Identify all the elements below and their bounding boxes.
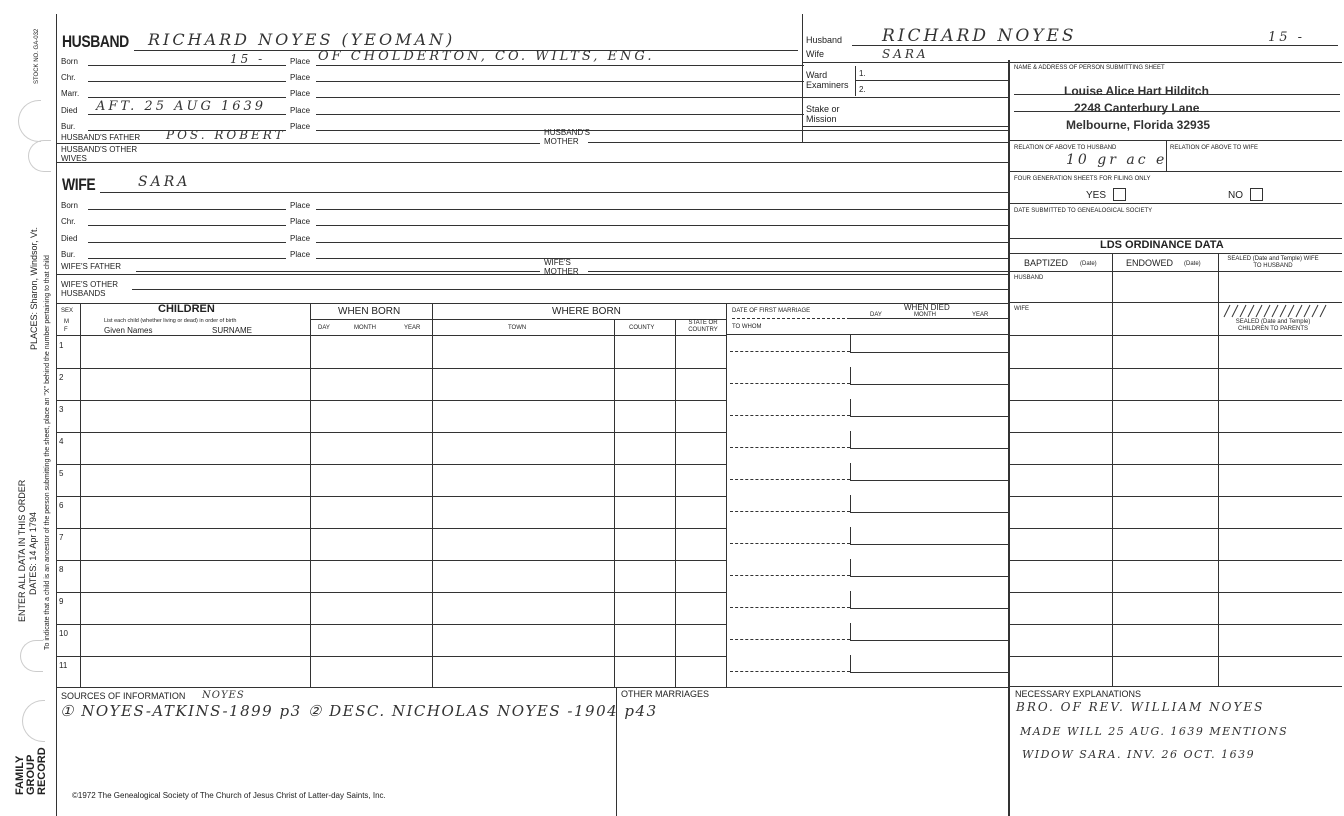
header-wife-name[interactable]: SARA	[882, 47, 929, 61]
died-day-header: DAY	[870, 312, 882, 318]
frame-left	[56, 14, 57, 816]
ward-label: Ward	[806, 70, 828, 80]
lds-baptized-label: BAPTIZED	[1024, 258, 1069, 268]
examiner-2-label: 2.	[859, 85, 866, 94]
children-instruction: List each child (whether living or dead) in order of birth	[104, 318, 237, 324]
lds-sealed-wife-label: SEALED (Date and Temple) WIFE TO HUSBAND	[1227, 256, 1319, 269]
sources-value[interactable]: ① NOYES-ATKINS-1899 p3 ② DESC. NICHOLAS NOYES -1904 p43	[60, 702, 658, 720]
sources-note[interactable]: NOYES	[202, 690, 245, 701]
lds-wife-label: WIFE	[1014, 306, 1029, 312]
child-row-number: 8	[59, 565, 64, 574]
husband-chr-place-label: Place	[290, 73, 311, 82]
explanations-label: NECESSARY EXPLANATIONS	[1015, 689, 1142, 699]
examiner-1-label: 1.	[859, 69, 866, 78]
wife-other-husbands-label: WIFE'S OTHER HUSBANDS	[61, 280, 119, 298]
husband-died-place-label: Place	[290, 106, 311, 115]
wife-died-place-label: Place	[290, 234, 311, 243]
wife-mother-label: WIFE'S MOTHER	[544, 258, 579, 276]
wife-bur-place-label: Place	[290, 250, 311, 259]
rel-husband-label: RELATION OF ABOVE TO HUSBAND	[1014, 145, 1117, 151]
dates-note: DATES: 14 Apr 1794	[28, 512, 38, 595]
when-died-header: WHEN DIED	[904, 303, 950, 312]
to-whom-header: TO WHOM	[732, 324, 762, 330]
wife-born-label: Born	[61, 201, 78, 210]
date-submitted-label: DATE SUBMITTED TO GENEALOGICAL SOCIETY	[1014, 208, 1153, 214]
child-row-number: 10	[59, 629, 68, 638]
husband-born-place-label: Place	[290, 57, 311, 66]
wife-chr-place-label: Place	[290, 217, 311, 226]
lds-sealed-children-label: SEALED (Date and Temple) CHILDREN TO PARENTS	[1235, 319, 1311, 332]
born-day-header: DAY	[318, 325, 330, 331]
submitter-label: NAME & ADDRESS OF PERSON SUBMITTING SHEET	[1014, 65, 1165, 71]
punch-hole	[20, 640, 43, 672]
county-header: COUNTY	[629, 325, 655, 331]
husband-heading: HUSBAND	[62, 32, 129, 51]
first-marriage-header: DATE OF FIRST MARRIAGE	[732, 308, 811, 314]
sex-f-header: F	[64, 327, 68, 333]
given-names-header: Given Names	[104, 326, 153, 335]
when-born-header: WHEN BORN	[338, 306, 401, 317]
wife-chr-label: Chr.	[61, 217, 76, 226]
explanation-line3[interactable]: WIDOW SARA. INV. 26 OCT. 1639	[1022, 748, 1256, 761]
header-wife-label: Wife	[806, 49, 824, 59]
husband-bur-place-label: Place	[290, 122, 311, 131]
husband-died-label: Died	[61, 106, 78, 115]
frame-divider	[802, 14, 803, 142]
child-row-number: 7	[59, 533, 64, 542]
child-row-number: 5	[59, 469, 64, 478]
punch-hole	[28, 140, 51, 172]
born-year-header: YEAR	[404, 325, 421, 331]
rel-husband-value[interactable]: 10 gr ac e	[1066, 152, 1168, 168]
wife-born-place-label: Place	[290, 201, 311, 210]
died-month-header: MONTH	[914, 312, 936, 318]
rel-wife-label: RELATION OF ABOVE TO WIFE	[1170, 145, 1259, 151]
punch-hole	[18, 100, 41, 142]
submitter-line1[interactable]: Louise Alice Hart Hilditch	[1064, 84, 1209, 98]
sources-label: SOURCES OF INFORMATION	[61, 691, 186, 701]
child-row-number: 1	[59, 341, 64, 350]
places-note: PLACES: Sharon, Windsor, Vt.	[29, 226, 39, 350]
sex-m-header: M	[64, 319, 69, 325]
frame-right-panel	[1008, 60, 1010, 816]
header-husband-date[interactable]: 15 -	[1268, 30, 1306, 45]
record-title: FAMILY GROUP RECORD	[14, 747, 48, 795]
husband-marr-place-label: Place	[290, 89, 311, 98]
child-row-number: 3	[59, 405, 64, 414]
lds-title: LDS ORDINANCE DATA	[1100, 239, 1224, 251]
husband-father-value[interactable]: POS. ROBERT	[166, 128, 286, 142]
where-born-header: WHERE BORN	[552, 306, 621, 317]
husband-father-label: HUSBAND'S FATHER	[61, 133, 141, 142]
husband-died-value[interactable]: AFT. 25 AUG 1639	[96, 99, 267, 114]
yes-checkbox[interactable]	[1113, 188, 1126, 201]
enter-order-note: ENTER ALL DATA IN THIS ORDER	[17, 479, 27, 622]
husband-bur-label: Bur.	[61, 122, 76, 131]
child-row-number: 6	[59, 501, 64, 510]
child-row-number: 2	[59, 373, 64, 382]
lds-husband-label: HUSBAND	[1014, 275, 1044, 281]
stake-label: Stake or Mission	[806, 104, 840, 124]
child-row-number: 4	[59, 437, 64, 446]
husband-other-wives-label: HUSBAND'S OTHER WIVES	[61, 145, 138, 163]
submitter-line2[interactable]: 2248 Canterbury Lane	[1074, 101, 1200, 115]
husband-born-value[interactable]: 15 -	[230, 52, 266, 66]
submitter-line3[interactable]: Melbourne, Florida 32935	[1066, 118, 1211, 132]
wife-father-label: WIFE'S FATHER	[61, 262, 122, 271]
husband-name[interactable]: RICHARD NOYES (YEOMAN)	[148, 30, 456, 49]
born-month-header: MONTH	[354, 325, 376, 331]
surname-header: SURNAME	[212, 326, 253, 335]
wife-died-label: Died	[61, 234, 78, 243]
four-gen-label: FOUR GENERATION SHEETS FOR FILING ONLY	[1014, 176, 1151, 182]
died-year-header: YEAR	[972, 312, 989, 318]
child-row-number: 11	[59, 661, 68, 670]
husband-mother-label: HUSBAND'S MOTHER	[544, 128, 590, 146]
lds-endowed-date-label: (Date)	[1184, 261, 1201, 267]
ancestor-instructions: To indicate that a child is an ancestor of the person submitting the sheet, place an "X" behind the number pertaining to that child	[44, 255, 51, 650]
wife-name[interactable]: SARA	[138, 174, 191, 190]
wife-bur-label: Bur.	[61, 250, 76, 259]
header-husband-label: Husband	[806, 35, 843, 45]
no-label: NO	[1228, 190, 1243, 201]
lds-endowed-label: ENDOWED	[1126, 258, 1173, 268]
examiners-label: Examiners	[806, 80, 849, 90]
other-marriages-label: OTHER MARRIAGES	[621, 689, 710, 699]
copyright-notice: ©1972 The Genealogical Society of The Church of Jesus Christ of Latter-day Saints, Inc.	[72, 791, 386, 800]
hatch-pattern	[1222, 304, 1332, 318]
sex-header: SEX	[61, 308, 74, 314]
state-country-header: STATE OR COUNTRY	[688, 320, 718, 333]
town-header: TOWN	[508, 325, 527, 331]
lds-baptized-date-label: (Date)	[1080, 261, 1097, 267]
yes-label: YES	[1086, 190, 1107, 201]
stock-number: STOCK NO. GA-032	[34, 28, 40, 84]
explanation-line2[interactable]: MADE WILL 25 AUG. 1639 MENTIONS	[1020, 725, 1289, 738]
husband-chr-label: Chr.	[61, 73, 76, 82]
husband-marr-label: Marr.	[61, 89, 80, 98]
header-husband-name[interactable]: RICHARD NOYES	[882, 26, 1077, 46]
explanation-line1[interactable]: BRO. OF REV. WILLIAM NOYES	[1016, 700, 1265, 714]
wife-heading: WIFE	[62, 175, 96, 194]
husband-born-place[interactable]: OF CHOLDERTON, CO. WILTS, ENG.	[318, 49, 655, 64]
children-header: CHILDREN	[158, 303, 215, 315]
no-checkbox[interactable]	[1250, 188, 1263, 201]
husband-born-label: Born	[61, 57, 78, 66]
child-row-number: 9	[59, 597, 64, 606]
